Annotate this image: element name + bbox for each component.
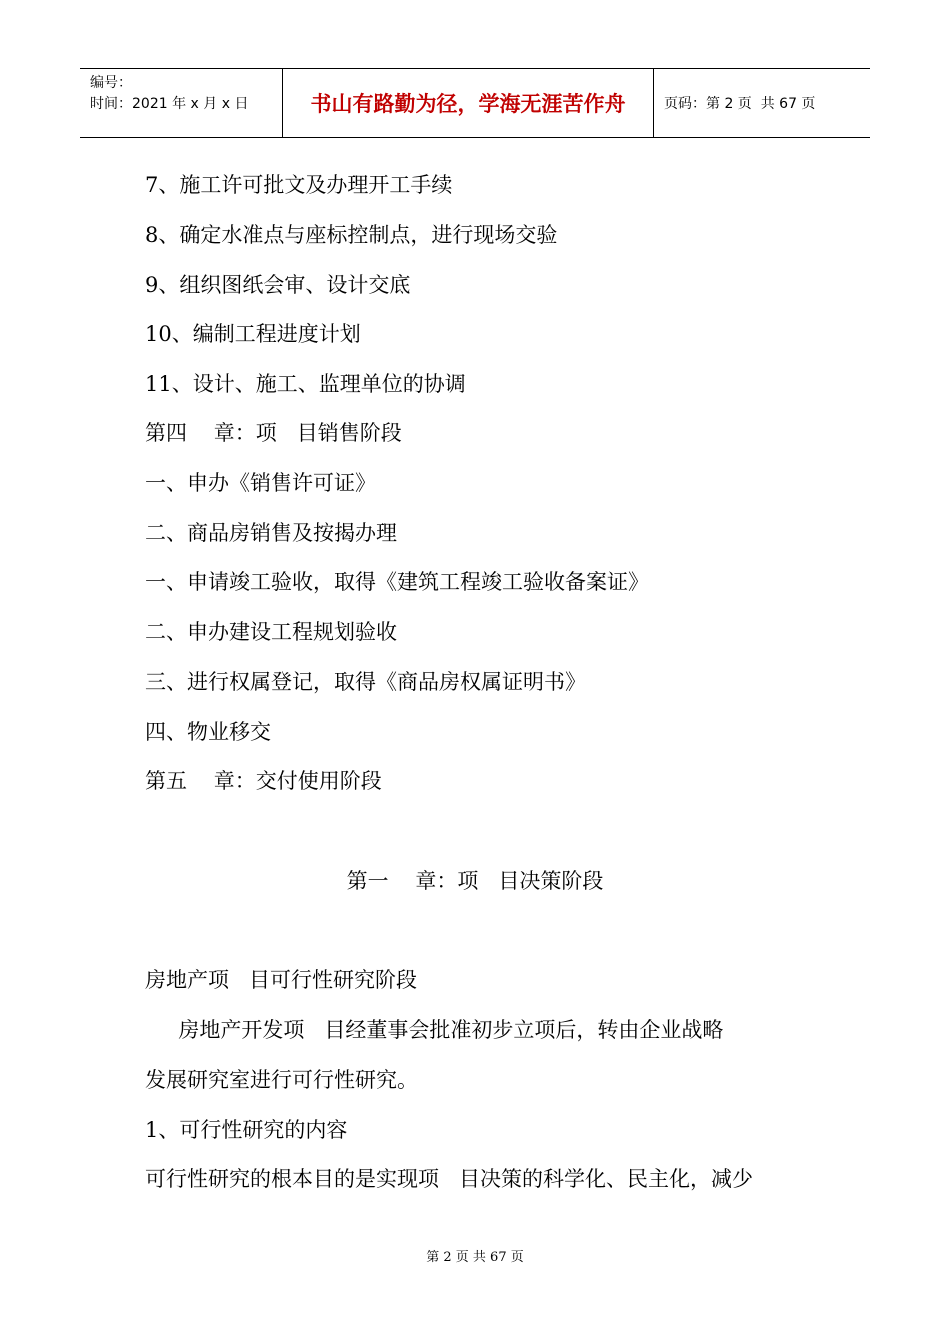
body-line: 11、设计、施工、监理单位的协调 xyxy=(145,372,466,396)
body-line: 一、申请竣工验收，取得《建筑工程竣工验收备案证》 xyxy=(145,570,649,594)
chapter-line: 第五 章：交付使用阶段 xyxy=(145,769,382,793)
body-line: 一、申办《销售许可证》 xyxy=(145,471,376,495)
body-line: 7、施工许可批文及办理开工手续 xyxy=(145,173,453,197)
chapter-line: 第四 章：项 目销售阶段 xyxy=(145,421,402,445)
page-header xyxy=(80,68,870,138)
paragraph-line: 发展研究室进行可行性研究。 xyxy=(145,1068,418,1092)
body-line: 二、商品房销售及按揭办理 xyxy=(145,521,397,545)
chapter-heading: 第一 章：项 目决策阶段 xyxy=(346,869,604,893)
header-motto: 书山有路勤为径，学海无涯苦作舟 xyxy=(283,69,654,137)
body-line: 四、物业移交 xyxy=(145,720,271,744)
header-page-info xyxy=(654,69,870,137)
page-info-text: 页码：第 2 页 共 67 页 xyxy=(664,96,816,112)
body-line: 二、申办建设工程规划验收 xyxy=(145,620,397,644)
list-item: 1、可行性研究的内容 xyxy=(145,1118,348,1142)
body-line: 8、确定水准点与座标控制点，进行现场交验 xyxy=(145,223,558,247)
time-label: 时间：2021 年 x 月 x 日 xyxy=(90,96,249,112)
header-meta xyxy=(80,69,283,137)
section-title: 房地产项 目可行性研究阶段 xyxy=(145,968,418,992)
number-label: 编号： xyxy=(90,75,132,91)
page-footer: 第 2 页 共 67 页 xyxy=(426,1250,524,1265)
paragraph-line: 可行性研究的根本目的是实现项 目决策的科学化、民主化，减少 xyxy=(145,1167,754,1191)
body-line: 三、进行权属登记，取得《商品房权属证明书》 xyxy=(145,670,586,694)
body-line: 9、组织图纸会审、设计交底 xyxy=(145,273,411,297)
paragraph-line: 房地产开发项 目经董事会批准初步立项后，转由企业战略 xyxy=(145,1018,724,1042)
body-line: 10、编制工程进度计划 xyxy=(145,322,361,346)
